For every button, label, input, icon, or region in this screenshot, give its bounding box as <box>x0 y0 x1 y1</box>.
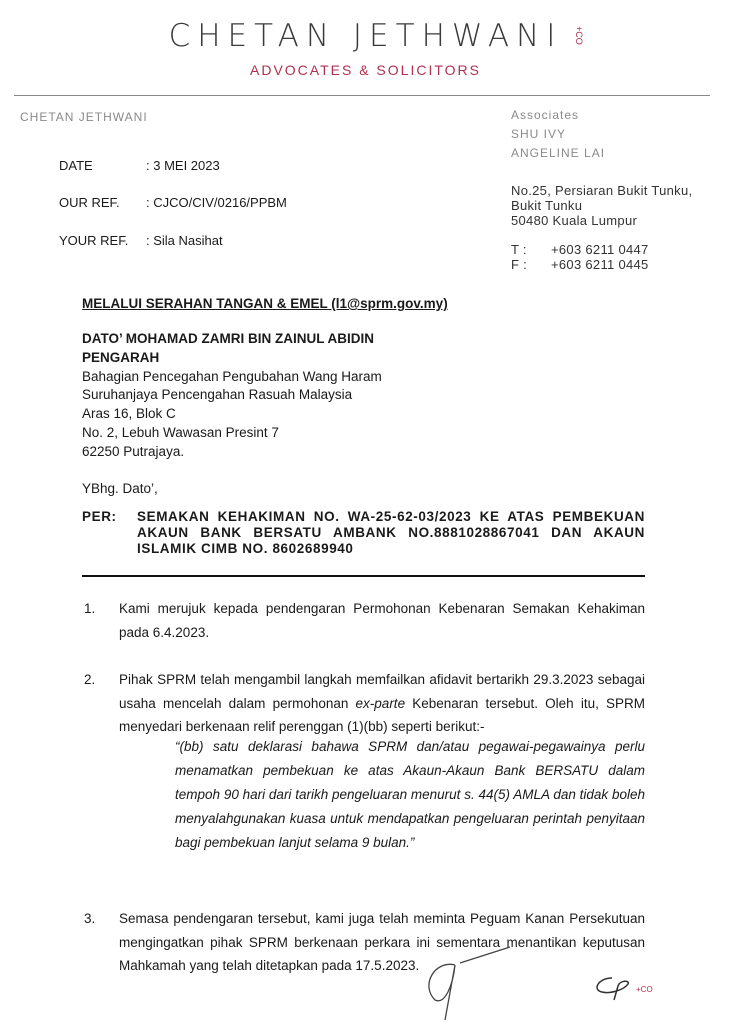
your-ref-label: YOUR REF. <box>59 233 129 248</box>
partner-name: CHETAN JETHWANI <box>20 110 148 124</box>
paragraph-3 <box>84 907 645 978</box>
initials-suffix: +CO <box>636 985 653 994</box>
paragraph-text <box>119 668 645 739</box>
firm-logo-suffix: +CO <box>574 26 584 45</box>
associate-name: SHU IVY <box>511 127 567 141</box>
quoted-relief: “(bb) satu deklarasi bahawa SPRM dan/atau pegawai-pegawainya perlu menamatkan pembekuan ke atas Akaun-Akaun Bank BERSATU dalam tempoh 90 hari dari tarikh pengeluaran menurut s. 44(5) AMLA dan tidak boleh menyalahgunakan kuasa untuk mendapatkan pengeluaran perintah penyitaan bagi pembekuan lanjut selama 9 bulan.” <box>175 739 645 850</box>
associates-label: Associates <box>511 108 580 122</box>
signature-mark <box>415 945 515 1020</box>
tel-value: +603 6211 0447 <box>551 242 649 257</box>
date-label: DATE <box>59 158 93 173</box>
delivery-method: MELALUI SERAHAN TANGAN & EMEL (l1@sprm.gov.my) <box>82 296 448 311</box>
associate-name: ANGELINE LAI <box>511 146 606 160</box>
paragraph-text: Kami merujuk kepada pendengaran Permohonan Kebenaran Semakan Kehakiman pada 6.4.2023. <box>119 601 645 640</box>
firm-tagline: ADVOCATES & SOLICITORS <box>250 62 481 78</box>
address-line: Bukit Tunku <box>511 198 583 213</box>
your-ref-row <box>59 233 223 248</box>
recipient-block <box>82 330 382 462</box>
fax-row <box>511 257 649 272</box>
fax-label: F : <box>511 257 528 272</box>
header-divider <box>14 95 710 96</box>
address-line: No.25, Persiaran Bukit Tunku, <box>511 183 693 198</box>
recipient-title: PENGARAH <box>82 349 160 365</box>
subject-divider <box>82 575 645 577</box>
firm-logo-name: CHETAN JETHWANI <box>168 18 563 54</box>
text-run: Kebenaran tersebut. Oleh itu, SPRM menyedari berkenaan relif perenggan (1)(bb) seperti berikut:- <box>119 695 645 734</box>
recipient-line: Suruhanjaya Pencengahan Rasuah Malaysia <box>82 387 353 403</box>
paragraph-number: 1. <box>84 601 96 616</box>
paragraph-number: 2. <box>84 672 96 687</box>
salutation: YBhg. Dato’, <box>82 481 158 496</box>
recipient-line: 62250 Putrajaya. <box>82 443 185 459</box>
paragraph-1 <box>84 597 645 644</box>
subject-text: SEMAKAN KEHAKIMAN NO. WA-25-62-03/2023 KE ATAS PEMBEKUAN AKAUN BANK BERSATU AMBANK NO.8881028867041 DAN AKAUN ISLAMIK CIMB NO. 8602689940 <box>137 509 645 556</box>
your-ref-value: : Sila Nasihat <box>146 233 223 248</box>
recipient-line: Bahagian Pencegahan Pengubahan Wang Haram <box>82 368 382 384</box>
recipient-name: DATO’ MOHAMAD ZAMRI BIN ZAINUL ABIDIN <box>82 331 374 346</box>
our-ref-row <box>59 195 287 210</box>
address-line: 50480 Kuala Lumpur <box>511 213 638 228</box>
text-run-italic: ex-parte <box>355 695 406 711</box>
telephone-row <box>511 242 649 257</box>
tel-label: T : <box>511 242 527 257</box>
fax-value: +603 6211 0445 <box>551 257 649 272</box>
our-ref-value: : CJCO/CIV/0216/PPBM <box>146 195 287 210</box>
our-ref-label: OUR REF. <box>59 195 120 210</box>
subject-block <box>82 509 645 557</box>
recipient-line: Aras 16, Blok C <box>82 406 176 422</box>
paragraph-number: 3. <box>84 911 96 926</box>
text-run: Pihak SPRM telah mengambil langkah memfailkan afidavit bertarikh 29.3.2023 sebagai usaha mencelah dalam permohonan <box>119 672 645 711</box>
recipient-line: No. 2, Lebuh Wawasan Presint 7 <box>82 424 279 440</box>
paragraph-text: Semasa pendengaran tersebut, kami juga telah meminta Peguam Kanan Persekutuan mengingatkan pihak SPRM berkenaan perkara ini sementara menantikan keputusan Mahkamah yang telah ditetapkan pada 17.5.2023. <box>119 911 645 973</box>
paragraph-2 <box>84 668 645 739</box>
subject-label: PER: <box>82 509 117 524</box>
date-value: : 3 MEI 2023 <box>146 158 220 173</box>
date-row <box>59 158 220 173</box>
firm-address <box>511 183 692 228</box>
